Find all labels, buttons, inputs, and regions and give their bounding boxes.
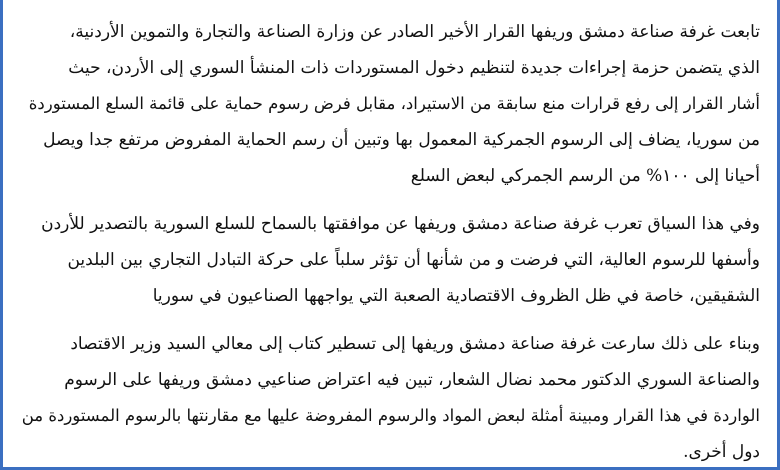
text-line: دول أخرى. xyxy=(683,442,760,462)
paragraph-spacer xyxy=(20,314,760,326)
text-line: وبناء على ذلك سارعت غرفة صناعة دمشق وريفها إلى تسطير كتاب إلى معالي السيد وزير الاقتصاد xyxy=(70,334,760,354)
text-line: الشقيقين، خاصة في ظل الظروف الاقتصادية الصعبة التي يواجهها الصناعيون في سوريا xyxy=(152,286,760,306)
paragraph-3 xyxy=(20,326,760,470)
text-line: وفي هذا السياق تعرب غرفة صناعة دمشق وريفها عن موافقتها بالسماح للسلع السورية بالتصدير للأردن xyxy=(41,214,760,234)
text-line: أحيانا إلى ١٠٠% من الرسم الجمركي لبعض السلع xyxy=(410,166,760,186)
text-line: من سوريا، يضاف إلى الرسوم الجمركية المعمول بها وتبين أن رسم الحماية المفروض مرتفع جدا ويصل xyxy=(43,130,760,150)
text-line: تابعت غرفة صناعة دمشق وريفها القرار الأخير الصادر عن وزارة الصناعة والتجارة والتموين الأردنية، xyxy=(69,22,760,42)
article-body xyxy=(20,14,760,470)
text-line: وأسفها للرسوم العالية، التي فرضت و من شأنها أن تؤثر سلباً على حركة التبادل التجاري بين البلدين xyxy=(67,250,760,270)
paragraph-1 xyxy=(20,14,760,194)
paragraph-2 xyxy=(20,206,760,314)
text-line: أشار القرار إلى رفع قرارات منع سابقة من الاستيراد، مقابل فرض رسوم حماية على قائمة السلع المستوردة xyxy=(28,94,760,113)
text-line: والصناعة السوري الدكتور محمد نضال الشعار، تبين فيه اعتراض صناعيي دمشق وريفها على الرسوم xyxy=(64,370,760,390)
text-line: الواردة في هذا القرار ومبينة أمثلة لبعض المواد والرسوم المفروضة عليها مع مقارنتها بالرسوم المستوردة من xyxy=(21,406,760,425)
text-line: الذي يتضمن حزمة إجراءات جديدة لتنظيم دخول المستوردات ذات المنشأ السوري إلى الأردن، حيث xyxy=(68,58,760,78)
paragraph-spacer xyxy=(20,194,760,206)
